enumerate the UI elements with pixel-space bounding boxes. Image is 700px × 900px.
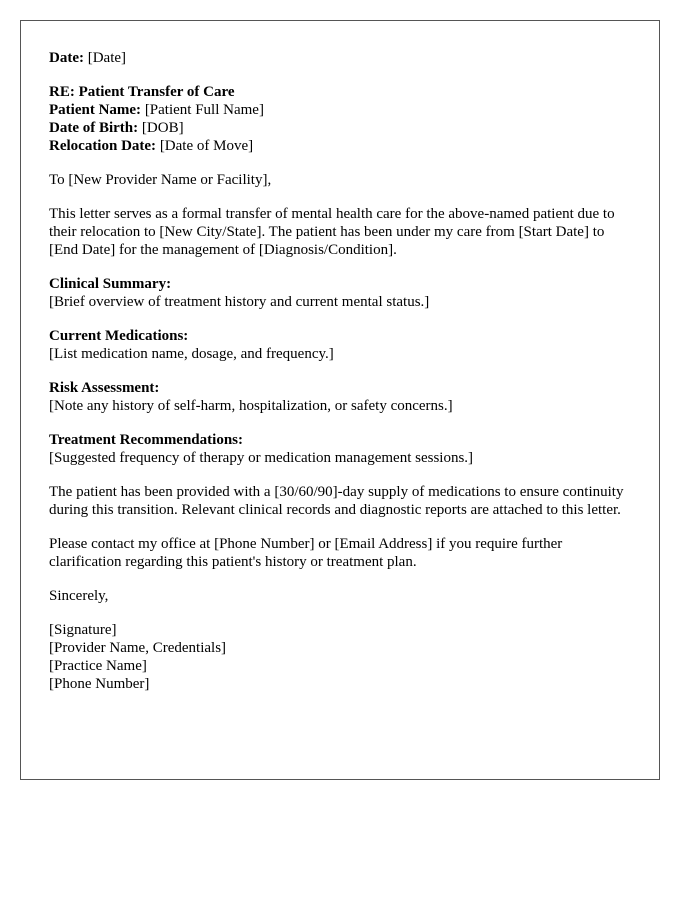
section-heading: Risk Assessment: (49, 380, 160, 396)
date-line (49, 49, 631, 67)
supply-paragraph: The patient has been provided with a [30/60/90]-day supply of medications to ensure continuity during this transition. Relevant clinical records and diagnostic reports are attached to this letter. (49, 484, 624, 518)
patient-header (49, 83, 631, 155)
relocation-line (49, 137, 631, 155)
date-value: [Date] (87, 50, 127, 66)
intro-paragraph: This letter serves as a formal transfer of mental health care for the above-named patient due to their relocation to [New City/State]. The patient has been under my care from [Start Date] to [End Date] for the management of [Diagnosis/Condition]. (49, 206, 615, 258)
date-label: Date: (49, 50, 84, 66)
patient-name-label: Patient Name: (49, 102, 142, 118)
dob-label: Date of Birth: (49, 120, 139, 136)
provider-name-line: [Provider Name, Credentials] (49, 640, 227, 656)
practice-name-line: [Practice Name] (49, 658, 147, 674)
section-treatment-recommendations (49, 431, 631, 467)
relocation-label: Relocation Date: (49, 138, 157, 154)
salutation: To [New Provider Name or Facility], (49, 172, 272, 188)
phone-number-line: [Phone Number] (49, 676, 150, 692)
re-line: RE: Patient Transfer of Care (49, 84, 235, 100)
section-heading: Current Medications: (49, 328, 189, 344)
section-clinical-summary (49, 275, 631, 311)
relocation-value: [Date of Move] (159, 138, 254, 154)
contact-paragraph: Please contact my office at [Phone Number] or [Email Address] if you require further clarification regarding this patient's history or treatment plan. (49, 536, 563, 570)
section-current-medications (49, 327, 631, 363)
dob-line (49, 119, 631, 137)
section-heading: Clinical Summary: (49, 276, 172, 292)
signature-block (49, 621, 631, 693)
letter-document (20, 20, 660, 780)
section-body: [Note any history of self-harm, hospitalization, or safety concerns.] (49, 398, 453, 414)
closing: Sincerely, (49, 588, 109, 604)
section-risk-assessment (49, 379, 631, 415)
section-heading: Treatment Recommendations: (49, 432, 243, 448)
patient-name-line (49, 101, 631, 119)
patient-name-value: [Patient Full Name] (144, 102, 264, 118)
section-body: [Suggested frequency of therapy or medication management sessions.] (49, 450, 474, 466)
section-body: [List medication name, dosage, and frequency.] (49, 346, 334, 362)
dob-value: [DOB] (141, 120, 184, 136)
signature-line: [Signature] (49, 622, 117, 638)
section-body: [Brief overview of treatment history and current mental status.] (49, 294, 430, 310)
